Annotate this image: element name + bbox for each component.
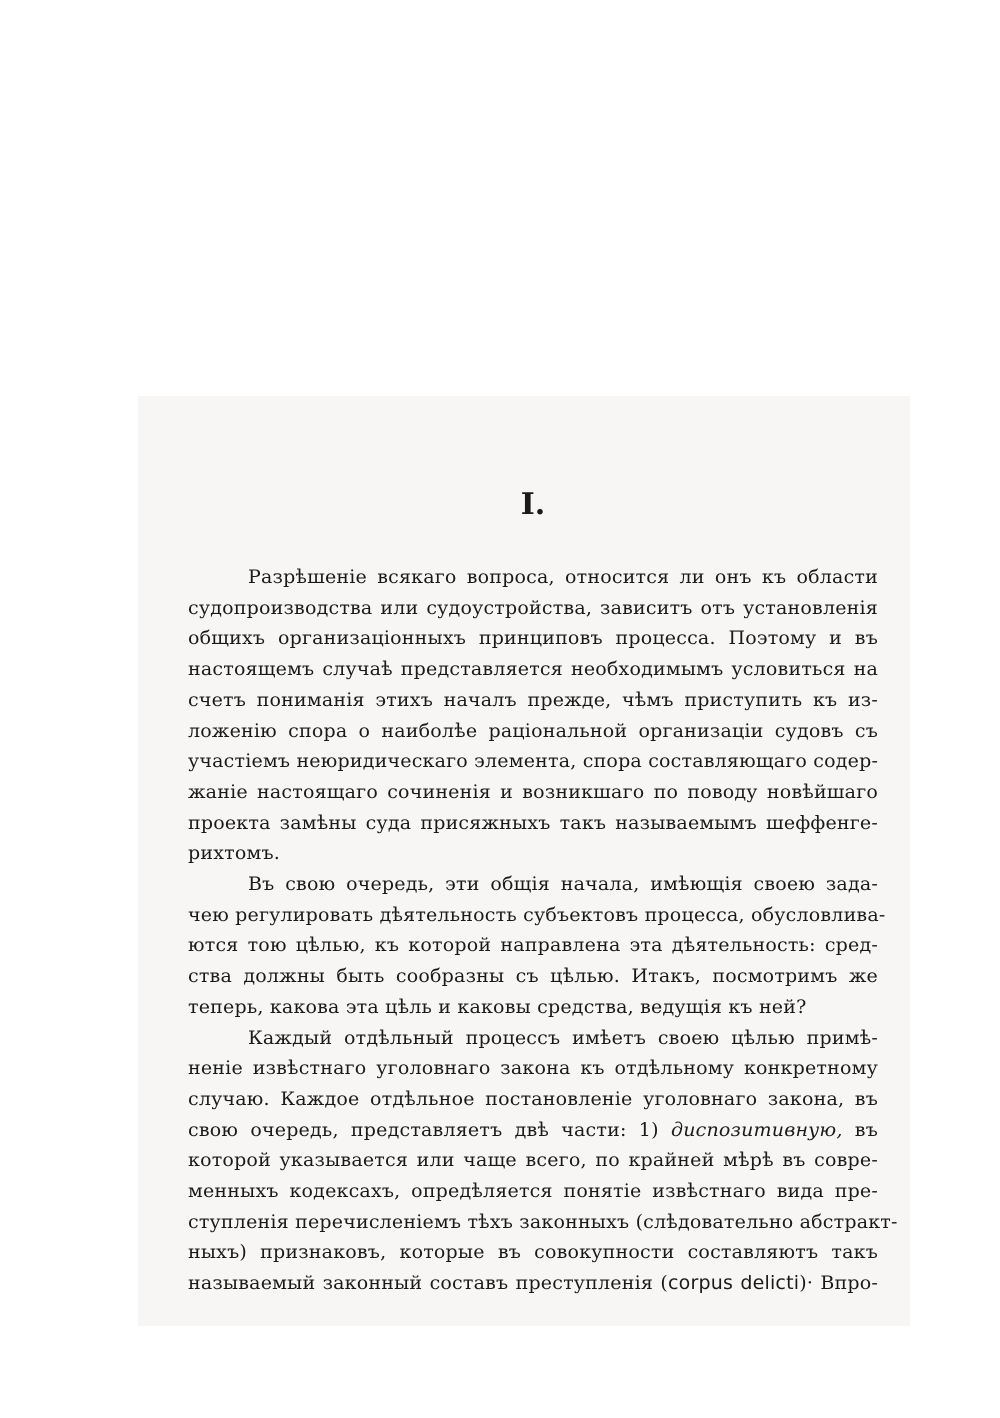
text-line: рихтомъ. xyxy=(188,842,280,865)
text-line: ства должны быть сообразны съ цѣлью. Итакъ, посмотримъ же xyxy=(188,965,878,988)
text-line: чею регулировать дѣятельность субъектовъ процесса, обусловлива- xyxy=(188,903,886,926)
text-line: судопроизводства или судоустройства, зависитъ отъ установленія xyxy=(188,596,878,619)
text-line: счетъ пониманія этихъ началъ прежде, чѣмъ приступить къ из- xyxy=(188,688,878,711)
page-text xyxy=(188,487,898,1299)
text-line: неніе извѣстнаго уголовнаго закона къ отдѣльному конкретному xyxy=(188,1057,878,1080)
text-line: Въ свою очередь, эти общія начала, имѣющія своею зада- xyxy=(248,873,878,896)
text-line: проекта замѣны суда присяжныхъ такъ называемымъ шеффенге- xyxy=(188,811,878,834)
text-line: Разрѣшеніе всякаго вопроса, относится ли онъ къ области xyxy=(248,566,878,588)
text-line: участіемъ неюридическаго элемента, спора составляющаго содер- xyxy=(188,750,879,773)
text-line: Каждый отдѣльный процессъ имѣетъ своею цѣлью примѣ- xyxy=(248,1026,878,1049)
text-line: жаніе настоящаго сочиненія и возникшаго по поводу новѣйшаго xyxy=(188,780,878,803)
text-line: общихъ организаціонныхъ принциповъ процесса. Поэтому и въ xyxy=(188,627,878,650)
paragraph-2 xyxy=(188,869,886,1023)
text-line: теперь, какова эта цѣль и каковы средства, ведущія къ ней? xyxy=(188,995,807,1018)
text-line: случаю. Каждое отдѣльное постановленіе уголовнаго закона, въ xyxy=(188,1087,878,1110)
text-segment: свою очередь, представляетъ двѣ части: 1) xyxy=(188,1118,671,1141)
text-line: ложенію спора о наиболѣе раціональной организаціи судовъ съ xyxy=(188,719,878,742)
text-line xyxy=(188,1115,878,1146)
text-segment: )· Впро- xyxy=(799,1272,878,1295)
text-segment: въ xyxy=(842,1118,878,1141)
italic-term: диспозитивную, xyxy=(670,1118,843,1141)
paragraph-1 xyxy=(188,562,878,869)
text-line: которой указывается или чаще всего, по крайней мѣрѣ въ совре- xyxy=(188,1149,878,1172)
text-line: настоящемъ случаѣ представляется необходимымъ условиться на xyxy=(188,658,878,681)
chapter-heading: I. xyxy=(520,487,546,522)
text-line: менныхъ кодексахъ, опредѣляется понятіе извѣстнаго вида пре- xyxy=(188,1180,878,1203)
text-line: ныхъ) признаковъ, которые въ совокупности составляютъ такъ xyxy=(188,1241,878,1264)
paragraph-3 xyxy=(188,1023,898,1299)
latin-term: corpus delicti xyxy=(667,1272,800,1295)
text-line: ступленія перечисленіемъ тѣхъ законныхъ (слѣдовательно абстракт- xyxy=(188,1210,898,1233)
text-segment: называемый законный составъ преступленія ( xyxy=(188,1272,668,1295)
text-line: ются тою цѣлью, къ которой направлена эта дѣятельность: сред- xyxy=(188,934,878,957)
text-line xyxy=(188,1268,878,1299)
